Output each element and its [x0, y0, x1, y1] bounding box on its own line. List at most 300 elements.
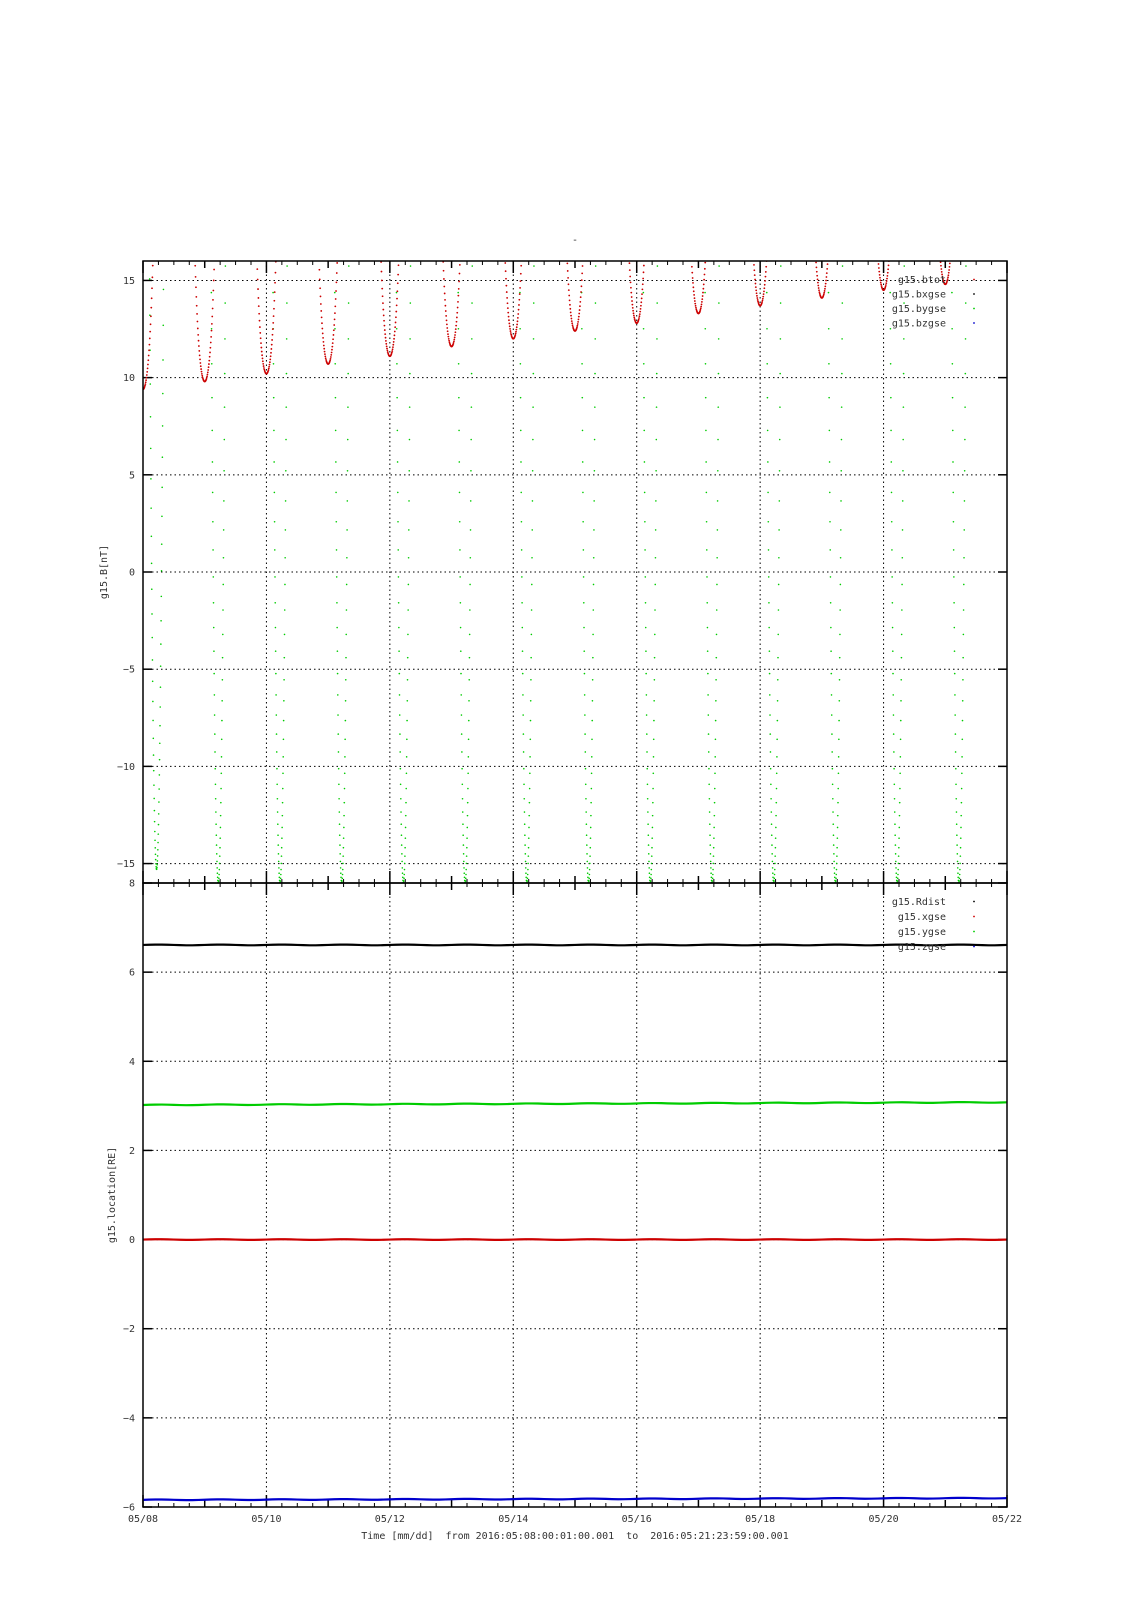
- bygse-point: [344, 772, 346, 774]
- btot-point: [642, 283, 644, 285]
- bygse-point: [713, 855, 715, 857]
- bygse-point: [468, 700, 470, 702]
- top-legend: [892, 275, 975, 330]
- top-legend-marker: [973, 322, 975, 324]
- bygse-point: [273, 461, 275, 463]
- btot-point: [507, 302, 509, 304]
- btot-point: [334, 312, 336, 314]
- btot-point: [567, 277, 569, 279]
- bygse-point: [520, 363, 522, 365]
- btot-point: [148, 349, 150, 351]
- bygse-point: [892, 602, 894, 604]
- bygse-point: [778, 609, 780, 611]
- bygse-point: [897, 878, 899, 880]
- bygse-point: [584, 714, 586, 716]
- btot-point: [319, 278, 321, 280]
- bygse-point: [707, 694, 709, 696]
- btot-point: [207, 374, 209, 376]
- bygse-point: [832, 798, 834, 800]
- x-tick-label: 05/12: [374, 1514, 405, 1525]
- bygse-point: [211, 292, 213, 294]
- bygse-point: [458, 397, 460, 399]
- bygse-point: [161, 570, 163, 572]
- bygse-point: [337, 673, 339, 675]
- bygse-point: [159, 759, 161, 761]
- bygse-point: [768, 627, 770, 629]
- btot-point: [382, 295, 384, 297]
- bygse-point: [348, 265, 350, 267]
- btot-point: [514, 334, 516, 336]
- btot-point: [319, 287, 321, 289]
- bottom-legend-label: g15.Rdist: [891, 897, 946, 908]
- btot-point: [261, 354, 263, 356]
- bygse-point: [212, 492, 214, 494]
- bygse-point: [408, 584, 410, 586]
- btot-point: [520, 265, 522, 267]
- btot-point: [456, 321, 458, 323]
- bygse-point: [218, 874, 220, 876]
- bygse-point: [345, 657, 347, 659]
- bygse-point: [159, 742, 161, 744]
- btot-point: [459, 264, 461, 266]
- btot-point: [386, 345, 388, 347]
- bygse-point: [643, 328, 645, 330]
- btot-point: [510, 332, 512, 334]
- btot-point: [755, 289, 757, 291]
- btot-point: [269, 359, 271, 361]
- bygse-point: [274, 576, 276, 578]
- bygse-point: [458, 328, 460, 330]
- bygse-point: [710, 853, 712, 855]
- btot-point: [887, 272, 889, 274]
- btot-point: [694, 303, 696, 305]
- bygse-point: [778, 557, 780, 559]
- bygse-point: [410, 302, 412, 304]
- bygse-point: [276, 783, 278, 785]
- bygse-point: [346, 609, 348, 611]
- btot-point: [321, 316, 323, 318]
- bygse-point: [522, 714, 524, 716]
- bygse-point: [531, 609, 533, 611]
- bygse-point: [594, 373, 596, 375]
- bygse-point: [589, 863, 591, 865]
- bygse-point: [282, 802, 284, 804]
- bygse-point: [216, 853, 218, 855]
- bygse-point: [593, 557, 595, 559]
- btot-point: [146, 371, 148, 373]
- bygse-point: [650, 878, 652, 880]
- btot-point: [322, 337, 324, 339]
- bygse-point: [150, 416, 152, 418]
- bygse-point: [767, 397, 769, 399]
- bottom-y-tick-label: 2: [128, 1145, 135, 1157]
- bygse-point: [583, 650, 585, 652]
- bygse-point: [643, 430, 645, 432]
- bygse-point: [339, 853, 341, 855]
- bygse-point: [645, 673, 647, 675]
- bygse-point: [648, 853, 650, 855]
- bygse-point: [892, 673, 894, 675]
- bygse-point: [282, 772, 284, 774]
- btot-point: [150, 315, 152, 317]
- bygse-point: [161, 515, 163, 517]
- bygse-point: [151, 637, 153, 639]
- bygse-point: [286, 265, 288, 267]
- btot-point: [519, 293, 521, 295]
- btot-point: [947, 274, 949, 276]
- bygse-point: [842, 302, 844, 304]
- bygse-point: [280, 880, 282, 882]
- btot-point: [702, 288, 704, 290]
- btot-point: [693, 290, 695, 292]
- bygse-point: [779, 373, 781, 375]
- bygse-point: [961, 772, 963, 774]
- btot-point: [147, 359, 149, 361]
- btot-point: [520, 280, 522, 282]
- btot-point: [641, 298, 643, 300]
- bygse-point: [286, 338, 288, 340]
- bygse-point: [344, 788, 346, 790]
- bygse-point: [954, 650, 956, 652]
- bygse-point: [838, 772, 840, 774]
- btot-point: [947, 276, 949, 278]
- bygse-point: [214, 714, 216, 716]
- bygse-point: [401, 844, 403, 846]
- bottom-legend-marker: [973, 946, 975, 948]
- btot-point: [643, 265, 645, 267]
- bygse-point: [708, 714, 710, 716]
- bygse-point: [532, 470, 534, 472]
- btot-point: [268, 369, 270, 371]
- bygse-point: [891, 492, 893, 494]
- bygse-point: [651, 837, 653, 839]
- btot-point: [506, 297, 508, 299]
- bygse-point: [828, 397, 830, 399]
- btot-point: [877, 259, 879, 261]
- btot-point: [816, 275, 818, 277]
- bygse-point: [898, 855, 900, 857]
- bygse-point: [963, 634, 965, 636]
- bygse-point: [779, 500, 781, 502]
- bygse-point: [832, 823, 834, 825]
- bygse-point: [644, 492, 646, 494]
- btot-point: [510, 330, 512, 332]
- bygse-point: [644, 576, 646, 578]
- bygse-point: [150, 478, 152, 480]
- bygse-point: [718, 373, 720, 375]
- bygse-point: [892, 627, 894, 629]
- btot-point: [633, 317, 635, 319]
- bygse-point: [156, 867, 158, 869]
- bygse-point: [401, 861, 403, 863]
- bygse-point: [409, 373, 411, 375]
- bygse-point: [776, 739, 778, 741]
- bygse-point: [583, 602, 585, 604]
- bygse-point: [777, 657, 779, 659]
- bygse-point: [219, 847, 221, 849]
- bygse-point: [592, 609, 594, 611]
- bygse-point: [281, 847, 283, 849]
- btot-point: [948, 272, 950, 274]
- bygse-point: [840, 584, 842, 586]
- bygse-point: [957, 872, 959, 874]
- btot-point: [394, 334, 396, 336]
- bygse-point: [471, 338, 473, 340]
- bygse-point: [528, 827, 530, 829]
- bygse-point: [716, 584, 718, 586]
- bygse-point: [338, 751, 340, 753]
- bygse-point: [836, 863, 838, 865]
- bygse-point: [832, 768, 834, 770]
- btot-point: [643, 271, 645, 273]
- btot-point: [269, 361, 271, 363]
- bygse-point: [461, 751, 463, 753]
- top-y-tick-label: −5: [122, 664, 135, 676]
- btot-point: [518, 299, 520, 301]
- x-tick-label: 05/10: [251, 1514, 282, 1525]
- bygse-point: [151, 588, 153, 590]
- bygse-point: [775, 802, 777, 804]
- btot-point: [569, 308, 571, 310]
- btot-point: [763, 287, 765, 289]
- bygse-point: [345, 634, 347, 636]
- bygse-point: [718, 265, 720, 267]
- bygse-point: [829, 521, 831, 523]
- bygse-point: [591, 788, 593, 790]
- btot-point: [385, 343, 387, 345]
- btot-point: [941, 271, 943, 273]
- bygse-point: [715, 679, 717, 681]
- bygse-point: [715, 657, 717, 659]
- bygse-point: [957, 853, 959, 855]
- bygse-point: [219, 869, 221, 871]
- btot-point: [211, 323, 213, 325]
- bygse-point: [530, 657, 532, 659]
- bygse-point: [583, 576, 585, 578]
- bygse-point: [150, 507, 152, 509]
- bygse-point: [768, 576, 770, 578]
- btot-point: [879, 274, 881, 276]
- bygse-point: [221, 739, 223, 741]
- btot-point: [197, 328, 199, 330]
- bygse-point: [274, 521, 276, 523]
- btot-point: [274, 282, 276, 284]
- bygse-point: [525, 867, 527, 869]
- btot-point: [258, 297, 260, 299]
- bygse-point: [222, 679, 224, 681]
- bygse-point: [224, 373, 226, 375]
- bygse-point: [890, 430, 892, 432]
- bygse-point: [646, 733, 648, 735]
- btot-point: [324, 355, 326, 357]
- bygse-point: [582, 430, 584, 432]
- bygse-point: [900, 679, 902, 681]
- bygse-point: [343, 837, 345, 839]
- bygse-point: [775, 837, 777, 839]
- bygse-point: [410, 265, 412, 267]
- bygse-point: [528, 837, 530, 839]
- bygse-point: [956, 823, 958, 825]
- bygse-point: [274, 602, 276, 604]
- btot-point: [763, 290, 765, 292]
- bygse-point: [769, 714, 771, 716]
- bygse-point: [155, 859, 157, 861]
- bygse-point: [339, 844, 341, 846]
- bygse-point: [523, 733, 525, 735]
- bygse-point: [339, 811, 341, 813]
- bygse-point: [469, 634, 471, 636]
- bygse-point: [655, 557, 657, 559]
- bygse-point: [408, 500, 410, 502]
- bygse-point: [527, 878, 529, 880]
- bygse-point: [710, 872, 712, 874]
- btot-point: [396, 290, 398, 292]
- bygse-point: [467, 802, 469, 804]
- bygse-point: [840, 470, 842, 472]
- bygse-point: [160, 643, 162, 645]
- bygse-point: [649, 872, 651, 874]
- bygse-point: [344, 739, 346, 741]
- top-gridlines: [143, 261, 1007, 883]
- bottom-legend-marker: [973, 931, 975, 933]
- bygse-point: [838, 700, 840, 702]
- bygse-point: [529, 772, 531, 774]
- bygse-point: [275, 650, 277, 652]
- bygse-point: [706, 521, 708, 523]
- bygse-point: [707, 673, 709, 675]
- bygse-point: [774, 855, 776, 857]
- x-tick-label: 05/22: [991, 1514, 1023, 1525]
- bygse-point: [715, 720, 717, 722]
- series-g15-btot: [142, 258, 951, 390]
- bygse-point: [593, 584, 595, 586]
- top-y-tick-label: 10: [122, 373, 135, 385]
- bygse-point: [582, 492, 584, 494]
- bygse-point: [157, 842, 159, 844]
- bygse-point: [155, 853, 157, 855]
- bygse-point: [397, 521, 399, 523]
- bygse-point: [771, 853, 773, 855]
- btot-point: [212, 299, 214, 301]
- btot-point: [703, 279, 705, 281]
- bygse-point: [153, 754, 155, 756]
- bygse-point: [215, 811, 217, 813]
- bygse-point: [777, 700, 779, 702]
- bygse-point: [524, 834, 526, 836]
- btot-point: [508, 316, 510, 318]
- btot-point: [754, 279, 756, 281]
- bygse-point: [590, 802, 592, 804]
- bygse-point: [400, 798, 402, 800]
- bygse-point: [468, 720, 470, 722]
- bygse-point: [653, 700, 655, 702]
- bottom-y-tick-label: −6: [122, 1502, 135, 1514]
- bygse-point: [841, 373, 843, 375]
- btot-point: [381, 288, 383, 290]
- bygse-point: [152, 680, 154, 682]
- bygse-point: [149, 383, 151, 385]
- btot-point: [567, 270, 569, 272]
- btot-point: [754, 274, 756, 276]
- btot-point: [515, 333, 517, 335]
- bygse-point: [158, 788, 160, 790]
- top-y-tick-label: 15: [122, 275, 135, 287]
- bygse-point: [460, 694, 462, 696]
- bygse-point: [842, 265, 844, 267]
- bygse-point: [152, 720, 154, 722]
- bygse-point: [705, 461, 707, 463]
- bygse-point: [405, 802, 407, 804]
- bygse-point: [278, 853, 280, 855]
- bygse-point: [962, 657, 964, 659]
- bygse-point: [525, 872, 527, 874]
- bygse-point: [893, 714, 895, 716]
- btot-point: [146, 377, 148, 379]
- btot-point: [208, 363, 210, 365]
- bygse-point: [399, 751, 401, 753]
- bygse-point: [776, 756, 778, 758]
- bygse-point: [901, 634, 903, 636]
- bygse-point: [712, 880, 714, 882]
- bygse-point: [338, 798, 340, 800]
- btot-point: [444, 299, 446, 301]
- bygse-point: [276, 768, 278, 770]
- btot-point: [509, 325, 511, 327]
- btot-point: [641, 289, 643, 291]
- bygse-point: [656, 302, 658, 304]
- bygse-point: [773, 880, 775, 882]
- btot-point: [258, 305, 260, 307]
- btot-point: [331, 349, 333, 351]
- btot-point: [579, 301, 581, 303]
- bygse-point: [778, 584, 780, 586]
- bygse-point: [520, 397, 522, 399]
- bygse-point: [523, 751, 525, 753]
- bygse-point: [341, 880, 343, 882]
- bygse-point: [400, 783, 402, 785]
- btot-point: [270, 355, 272, 357]
- bygse-point: [961, 756, 963, 758]
- bygse-point: [409, 439, 411, 441]
- bygse-point: [590, 837, 592, 839]
- btot-point: [630, 287, 632, 289]
- bygse-point: [213, 627, 215, 629]
- bygse-point: [275, 673, 277, 675]
- btot-point: [639, 313, 641, 315]
- btot-point: [200, 365, 202, 367]
- bygse-point: [462, 798, 464, 800]
- bygse-point: [839, 679, 841, 681]
- bygse-point: [339, 834, 341, 836]
- bygse-point: [335, 521, 337, 523]
- bygse-point: [894, 811, 896, 813]
- btot-point: [150, 307, 152, 309]
- bygse-point: [222, 657, 224, 659]
- bygse-point: [212, 461, 214, 463]
- bygse-point: [280, 874, 282, 876]
- btot-point: [152, 265, 154, 267]
- bygse-point: [962, 720, 964, 722]
- bygse-point: [903, 373, 905, 375]
- bygse-point: [891, 549, 893, 551]
- bygse-point: [519, 292, 521, 294]
- bygse-point: [656, 338, 658, 340]
- bottom-gridlines: [143, 883, 1007, 1507]
- bygse-point: [213, 650, 215, 652]
- bygse-point: [405, 788, 407, 790]
- bygse-point: [398, 576, 400, 578]
- btot-point: [146, 374, 148, 376]
